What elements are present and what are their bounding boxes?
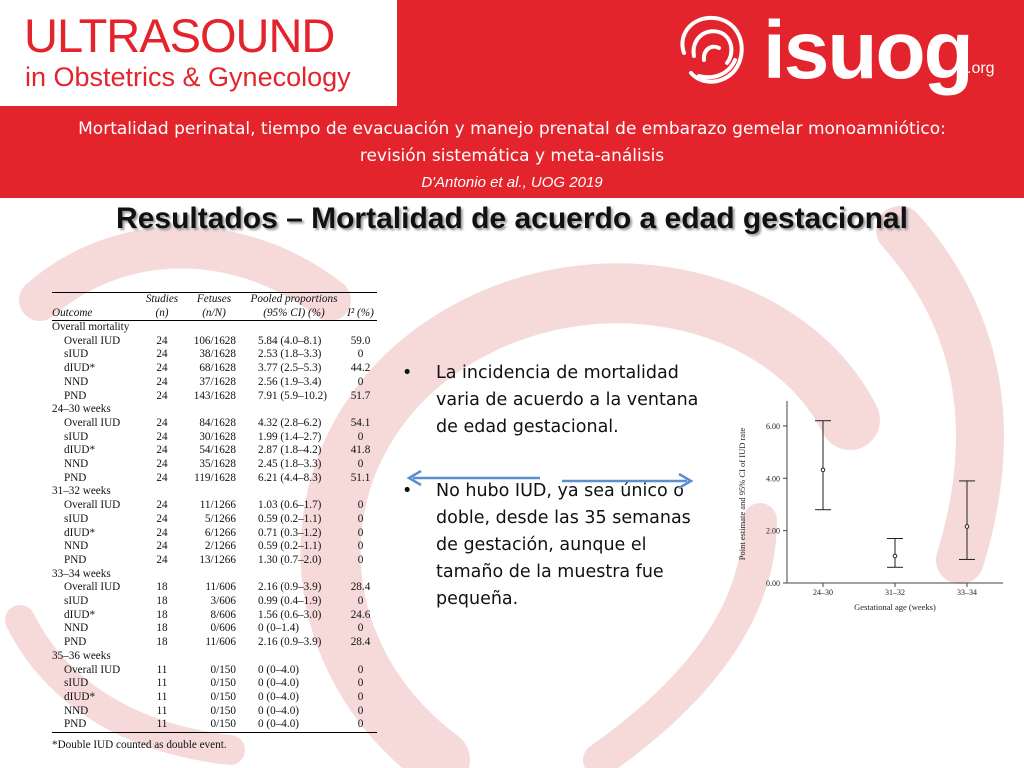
cell-outcome: Overall IUD <box>64 663 121 676</box>
article-title-line1: Mortalidad perinatal, tiempo de evacuación y manejo prenatal de embarazo gemelar monoamniótico: <box>78 119 946 139</box>
cell-outcome: dIUD* <box>64 608 96 621</box>
article-title <box>0 116 1024 170</box>
table-row <box>52 390 377 404</box>
cell-pooled: 2.16 (0.9–3.9) <box>258 581 322 594</box>
cell-i2: 0 <box>344 718 377 732</box>
header-i2: I² (%) <box>344 307 377 321</box>
isuog-wordmark: isuog <box>763 5 972 96</box>
cell-fetuses: 11/606 <box>205 581 236 594</box>
cell-fetuses: 11/606 <box>205 636 236 649</box>
cell-i2: 0 <box>357 704 364 717</box>
table-row <box>52 458 377 472</box>
cell-pooled: 0.59 (0.2–1.1) <box>258 512 322 525</box>
cell-studies: 18 <box>156 581 168 594</box>
cell-i2: 0 <box>357 677 364 690</box>
table-body <box>52 321 377 733</box>
slide-heading: Resultados – Mortalidad de acuerdo a edad gestacional <box>116 202 908 235</box>
cell-pooled: 2.87 (1.8–4.2) <box>258 444 322 457</box>
cell-outcome: sIUD <box>64 512 89 525</box>
header-fetuses-unit: (n/N) <box>184 307 244 321</box>
cell-fetuses: 119/1628 <box>194 471 236 484</box>
cell-pooled: 5.84 (4.0–8.1) <box>258 334 322 347</box>
cell-outcome: Overall IUD <box>64 499 121 512</box>
x-tick-label: 24–30 <box>813 588 833 597</box>
cell-outcome: sIUD <box>64 677 89 690</box>
group-label: 35–36 weeks <box>52 649 111 662</box>
cell-fetuses: 0/150 <box>210 677 236 690</box>
cell-i2: 0 <box>357 595 364 608</box>
cell-i2: 24.6 <box>350 608 371 621</box>
cell-fetuses: 11/1266 <box>199 499 236 512</box>
table-row <box>52 362 377 376</box>
table-row <box>52 513 377 527</box>
table-row <box>52 335 377 349</box>
table-row <box>52 609 377 623</box>
cell-outcome: dIUD* <box>64 526 96 539</box>
bullet-text: La incidencia de mortalidad varia de acuerdo a la ventana de edad gestacional. <box>436 363 699 437</box>
cell-i2: 28.4 <box>350 636 371 649</box>
cell-fetuses: 38/1628 <box>199 348 236 361</box>
double-arrow <box>405 466 695 496</box>
table-footnote: *Double IUD counted as double event. <box>52 739 227 752</box>
cell-i2: 0 <box>357 348 364 361</box>
cell-pooled: 2.45 (1.8–3.3) <box>258 458 322 471</box>
x-tick-label: 33–34 <box>957 588 977 597</box>
table-row <box>52 595 377 609</box>
header-pooled: Pooled proportions <box>244 293 344 307</box>
cell-outcome: NND <box>64 458 89 471</box>
cell-outcome: sIUD <box>64 348 89 361</box>
cell-fetuses: 35/1628 <box>199 458 236 471</box>
group-label: 33–34 weeks <box>52 567 111 580</box>
cell-studies: 24 <box>156 389 168 402</box>
cell-outcome: PND <box>64 471 87 484</box>
cell-pooled: 0 (0–4.0) <box>244 718 344 732</box>
cell-outcome: PND <box>64 389 87 402</box>
bullet-dot: • <box>402 481 413 501</box>
cell-fetuses: 37/1628 <box>199 375 236 388</box>
cell-fetuses: 30/1628 <box>199 430 236 443</box>
cell-i2: 51.1 <box>350 471 371 484</box>
table-row <box>52 444 377 458</box>
cell-studies: 24 <box>156 430 168 443</box>
article-citation: D'Antonio et al., UOG 2019 <box>421 174 603 191</box>
cell-fetuses: 0/150 <box>184 718 244 732</box>
point-estimate <box>821 468 825 472</box>
table-group-row <box>52 321 377 335</box>
cell-i2: 54.1 <box>350 416 371 429</box>
isuog-logo <box>655 0 1024 106</box>
cell-pooled: 2.56 (1.9–3.4) <box>258 375 322 388</box>
article-title-line2: revisión sistemática y meta-análisis <box>359 146 665 166</box>
cell-studies: 24 <box>156 444 168 457</box>
header-pooled-unit: (95% CI) (%) <box>244 307 344 321</box>
cell-fetuses: 84/1628 <box>199 416 236 429</box>
cell-outcome: dIUD* <box>64 444 96 457</box>
table-row <box>52 431 377 445</box>
cell-i2: 0 <box>357 690 364 703</box>
cell-pooled: 1.56 (0.6–3.0) <box>258 608 322 621</box>
cell-pooled: 0 (0–4.0) <box>258 690 300 703</box>
cell-i2: 0 <box>357 663 364 676</box>
cell-pooled: 7.91 (5.9–10.2) <box>258 389 327 402</box>
table-group-row <box>52 403 377 417</box>
y-tick-label: 2.00 <box>766 526 780 536</box>
bullet-item <box>402 478 712 613</box>
header-studies: Studies <box>140 293 184 307</box>
y-axis-label: Point estimate and 95% CI of IUD rate <box>737 427 747 561</box>
cell-outcome: Overall IUD <box>64 416 121 429</box>
cell-fetuses: 68/1628 <box>199 362 236 375</box>
table-group-row <box>52 650 377 664</box>
cell-studies: 24 <box>156 553 168 566</box>
cell-fetuses: 0/150 <box>210 704 236 717</box>
y-tick-label: 0.00 <box>766 579 780 588</box>
cell-outcome: NND <box>64 375 89 388</box>
journal-logo <box>0 0 397 106</box>
cell-pooled: 0 (0–1.4) <box>258 622 300 635</box>
bullet-item <box>402 360 712 441</box>
header-banner <box>0 0 1024 198</box>
table-row <box>52 348 377 362</box>
cell-fetuses: 5/1266 <box>204 512 236 525</box>
cell-studies: 11 <box>140 718 184 732</box>
table-row <box>52 499 377 513</box>
bullet-text: No hubo IUD, ya sea único o doble, desde las 35 semanas de gestación, aunque el tamaño de la muestra fue pequeña. <box>436 481 691 609</box>
cell-i2: 0 <box>357 375 364 388</box>
x-axis-label: Gestational age (weeks) <box>854 602 936 612</box>
isuog-org-suffix: .org <box>967 60 995 77</box>
header-studies-unit: (n) <box>140 307 184 321</box>
table-group-row <box>52 568 377 582</box>
cell-studies: 18 <box>156 608 168 621</box>
cell-fetuses: 3/606 <box>210 595 236 608</box>
cell-fetuses: 0/606 <box>210 622 236 635</box>
cell-pooled: 0.59 (0.2–1.1) <box>258 540 322 553</box>
cell-i2: 0 <box>357 553 364 566</box>
cell-i2: 59.0 <box>350 334 371 347</box>
cell-fetuses: 54/1628 <box>199 444 236 457</box>
cell-i2: 28.4 <box>350 581 371 594</box>
cell-fetuses: 106/1628 <box>193 334 236 347</box>
cell-fetuses: 0/150 <box>210 663 236 676</box>
cell-pooled: 1.30 (0.7–2.0) <box>258 553 322 566</box>
cell-outcome: PND <box>64 636 87 649</box>
journal-title: ULTRASOUND <box>24 9 335 62</box>
table-row <box>52 622 377 636</box>
header-empty <box>52 293 140 307</box>
cell-outcome: Overall IUD <box>64 581 121 594</box>
table-row <box>52 540 377 554</box>
cell-pooled: 0.99 (0.4–1.9) <box>258 595 322 608</box>
cell-studies: 24 <box>156 458 168 471</box>
x-tick-label: 31–32 <box>885 588 905 597</box>
cell-studies: 11 <box>156 677 168 690</box>
header-fetuses: Fetuses <box>184 293 244 307</box>
mortality-table-container <box>52 292 377 751</box>
cell-studies: 24 <box>156 540 168 553</box>
cell-i2: 0 <box>357 430 364 443</box>
cell-outcome: dIUD* <box>64 690 96 703</box>
cell-fetuses: 2/1266 <box>204 540 236 553</box>
cell-studies: 24 <box>156 416 168 429</box>
cell-pooled: 0 (0–4.0) <box>258 677 300 690</box>
table-row <box>52 705 377 719</box>
group-label: 24–30 weeks <box>52 403 111 416</box>
cell-i2: 0 <box>357 512 364 525</box>
cell-outcome: dIUD* <box>64 362 96 375</box>
table-row <box>52 472 377 486</box>
cell-fetuses: 143/1628 <box>193 389 236 402</box>
cell-i2: 51.7 <box>350 389 371 402</box>
table-row <box>52 554 377 568</box>
table-row <box>52 664 377 678</box>
cell-fetuses: 13/1266 <box>199 553 236 566</box>
cell-studies: 24 <box>156 348 168 361</box>
cell-outcome: PND <box>52 718 140 732</box>
cell-pooled: 1.99 (1.4–2.7) <box>258 430 322 443</box>
cell-fetuses: 6/1266 <box>204 526 236 539</box>
cell-pooled: 0 (0–4.0) <box>258 704 300 717</box>
cell-pooled: 0.71 (0.3–1.2) <box>258 526 322 539</box>
cell-pooled: 2.53 (1.8–3.3) <box>258 348 322 361</box>
bullet-dot: • <box>402 363 413 383</box>
cell-i2: 0 <box>357 526 364 539</box>
cell-outcome: Overall IUD <box>64 334 121 347</box>
table-row <box>52 636 377 650</box>
cell-i2: 41.8 <box>350 444 371 457</box>
table-group-row <box>52 485 377 499</box>
cell-i2: 0 <box>357 622 364 635</box>
cell-outcome: sIUD <box>64 430 89 443</box>
cell-studies: 24 <box>156 362 168 375</box>
cell-i2: 44.2 <box>350 362 371 375</box>
point-estimate <box>893 554 897 558</box>
header-outcome: Outcome <box>52 307 140 321</box>
mortality-table <box>52 292 377 733</box>
y-tick-label: 6.00 <box>766 421 780 431</box>
cell-outcome: NND <box>64 622 89 635</box>
cell-studies: 18 <box>156 622 168 635</box>
cell-outcome: sIUD <box>64 595 89 608</box>
table-row <box>52 376 377 390</box>
cell-pooled: 6.21 (4.4–8.3) <box>258 471 322 484</box>
point-estimate <box>965 525 969 529</box>
group-label: Overall mortality <box>52 321 130 333</box>
cell-outcome: PND <box>64 553 87 566</box>
cell-i2: 0 <box>357 540 364 553</box>
cell-fetuses: 8/606 <box>210 608 236 621</box>
group-label: 31–32 weeks <box>52 485 111 498</box>
cell-i2: 0 <box>357 458 364 471</box>
cell-i2: 0 <box>357 499 364 512</box>
cell-studies: 24 <box>156 512 168 525</box>
iud-rate-chart <box>735 385 1015 620</box>
cell-studies: 18 <box>156 636 168 649</box>
table-row <box>52 691 377 705</box>
header-empty <box>344 293 377 307</box>
cell-outcome: NND <box>64 540 89 553</box>
cell-studies: 24 <box>156 471 168 484</box>
table-row <box>52 718 377 732</box>
cell-fetuses: 0/150 <box>210 690 236 703</box>
cell-pooled: 2.16 (0.9–3.9) <box>258 636 322 649</box>
cell-outcome: NND <box>64 704 89 717</box>
y-tick-label: 4.00 <box>766 474 780 484</box>
cell-studies: 11 <box>156 663 168 676</box>
cell-pooled: 3.77 (2.5–5.3) <box>258 362 322 375</box>
journal-subtitle: in Obstetrics & Gynecology <box>25 62 351 92</box>
isuog-emblem-icon <box>669 8 755 94</box>
cell-studies: 24 <box>156 526 168 539</box>
cell-pooled: 1.03 (0.6–1.7) <box>258 499 322 512</box>
cell-studies: 11 <box>156 704 168 717</box>
table-row <box>52 527 377 541</box>
cell-pooled: 0 (0–4.0) <box>258 663 300 676</box>
cell-studies: 24 <box>156 375 168 388</box>
cell-pooled: 4.32 (2.8–6.2) <box>258 416 322 429</box>
cell-studies: 11 <box>156 690 168 703</box>
cell-studies: 24 <box>156 334 168 347</box>
cell-studies: 24 <box>156 499 168 512</box>
cell-studies: 18 <box>156 595 168 608</box>
table-row <box>52 581 377 595</box>
table-row <box>52 417 377 431</box>
table-row <box>52 677 377 691</box>
